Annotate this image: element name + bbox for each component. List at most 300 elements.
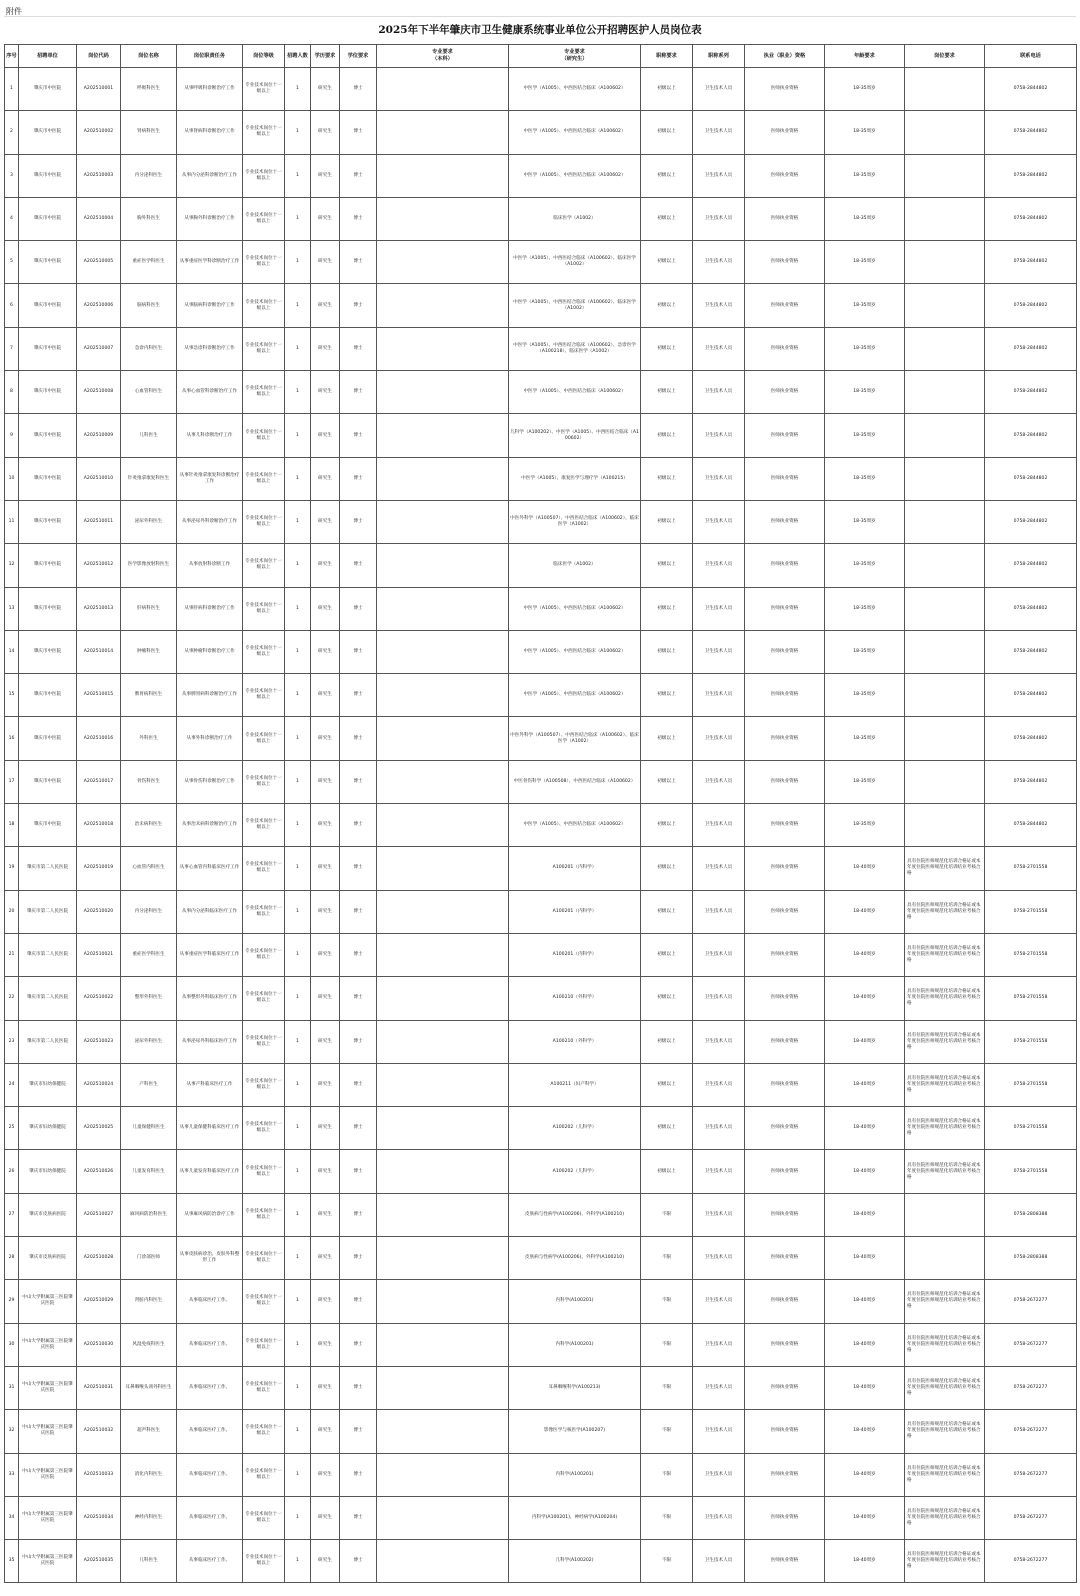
cell-title-series: 卫生技术人员 (693, 1063, 745, 1106)
cell-title-req: 初级以上 (641, 197, 693, 240)
cell-level: 专业技术岗位十一级以上 (243, 154, 285, 197)
cell-post-req (905, 500, 985, 543)
cell-phone: 0758-2844802 (985, 544, 1077, 587)
cell-education: 研究生 (311, 544, 340, 587)
cell-phone: 0758-2844802 (985, 197, 1077, 240)
cell-qualification: 医师执业资格 (745, 111, 825, 154)
cell-major-undergrad (377, 1496, 509, 1539)
cell-post-req: 具有住院医师规范化培训合格证或本年度住院医师规范化培训结业考核合格 (905, 1366, 985, 1409)
cell-title-series: 卫生技术人员 (693, 414, 745, 457)
column-header: 学位要求 (340, 45, 377, 68)
cell-phone: 0758-2844802 (985, 371, 1077, 414)
cell-post-name: 骨伤科医生 (121, 760, 177, 803)
cell-title-req: 不限 (641, 1193, 693, 1236)
table-row (5, 847, 1077, 890)
column-header: 招聘人数 (285, 45, 311, 68)
cell-qualification: 医师执业资格 (745, 674, 825, 717)
cell-post-name: 急诊内科医生 (121, 327, 177, 370)
cell-age: 18-35周岁 (825, 760, 905, 803)
cell-phone: 0758-2672277 (985, 1496, 1077, 1539)
cell-phone: 0758-2844802 (985, 154, 1077, 197)
cell-age: 18-35周岁 (825, 630, 905, 673)
cell-duty: 从事临床医疗工作。 (177, 1540, 243, 1583)
cell-major-undergrad (377, 1020, 509, 1063)
cell-major-postgrad: A100202（儿科学） (509, 1107, 641, 1150)
cell-count: 1 (285, 933, 311, 976)
cell-post-name: 心血管科医生 (121, 371, 177, 414)
cell-code: A202510021 (77, 933, 121, 976)
cell-no: 34 (5, 1496, 19, 1539)
cell-level: 专业技术岗位十一级以上 (243, 1453, 285, 1496)
cell-major-postgrad: 儿科学（A100202）、中医学（A1005）、中西医结合临床（A100602） (509, 414, 641, 457)
cell-major-postgrad: 中医学（A1005）、康复医学与理疗学（A100215） (509, 457, 641, 500)
column-header: 职称系列 (693, 45, 745, 68)
attachment-label: 附件 (6, 7, 22, 16)
cell-post-name: 重症医学科医生 (121, 933, 177, 976)
cell-count: 1 (285, 717, 311, 760)
cell-major-postgrad: A100210（外科学） (509, 1020, 641, 1063)
cell-major-undergrad (377, 1540, 509, 1583)
cell-age: 18-35周岁 (825, 371, 905, 414)
cell-code: A202510005 (77, 241, 121, 284)
cell-post-name: 泌尿外科医生 (121, 1020, 177, 1063)
cell-title-req: 不限 (641, 1453, 693, 1496)
cell-education: 研究生 (311, 371, 340, 414)
cell-unit: 肇庆市中医院 (19, 414, 77, 457)
cell-major-undergrad (377, 500, 509, 543)
cell-no: 2 (5, 111, 19, 154)
cell-degree: 博士 (340, 1193, 377, 1236)
cell-degree: 博士 (340, 197, 377, 240)
cell-code: A202510009 (77, 414, 121, 457)
cell-age: 18-35周岁 (825, 241, 905, 284)
cell-no: 9 (5, 414, 19, 457)
cell-code: A202510020 (77, 890, 121, 933)
column-header: 联系电话 (985, 45, 1077, 68)
table-row (5, 760, 1077, 803)
cell-no: 31 (5, 1366, 19, 1409)
cell-title-req: 初级以上 (641, 327, 693, 370)
cell-level: 专业技术岗位十一级以上 (243, 457, 285, 500)
cell-phone: 0758-2844802 (985, 630, 1077, 673)
cell-no: 10 (5, 457, 19, 500)
cell-phone: 0758-2672277 (985, 1540, 1077, 1583)
cell-major-postgrad: 中医学（A1005）、中西医结合临床（A100602） (509, 154, 641, 197)
cell-age: 18-40周岁 (825, 1280, 905, 1323)
cell-code: A202510024 (77, 1063, 121, 1106)
cell-major-undergrad (377, 1366, 509, 1409)
cell-title-series: 卫生技术人员 (693, 587, 745, 630)
cell-age: 18-35周岁 (825, 111, 905, 154)
cell-age: 18-40周岁 (825, 1366, 905, 1409)
cell-education: 研究生 (311, 1280, 340, 1323)
cell-qualification: 医师执业资格 (745, 760, 825, 803)
cell-major-undergrad (377, 1410, 509, 1453)
cell-post-name: 泌尿外科医生 (121, 500, 177, 543)
cell-no: 7 (5, 327, 19, 370)
cell-unit: 肇庆市妇幼保健院 (19, 1107, 77, 1150)
cell-title-series: 卫生技术人员 (693, 1150, 745, 1193)
cell-code: A202510016 (77, 717, 121, 760)
table-row (5, 1063, 1077, 1106)
cell-qualification: 医师执业资格 (745, 1107, 825, 1150)
cell-title-series: 卫生技术人员 (693, 890, 745, 933)
cell-unit: 肇庆市中医院 (19, 630, 77, 673)
cell-major-postgrad: A100201（内科学） (509, 890, 641, 933)
cell-duty: 从事脾胃病科诊断治疗工作 (177, 674, 243, 717)
cell-age: 18-40周岁 (825, 1150, 905, 1193)
cell-title-series: 卫生技术人员 (693, 327, 745, 370)
cell-post-name: 门诊部医师 (121, 1237, 177, 1280)
cell-code: A202510029 (77, 1280, 121, 1323)
cell-level: 专业技术岗位十一级以上 (243, 197, 285, 240)
cell-age: 18-35周岁 (825, 544, 905, 587)
table-row (5, 1193, 1077, 1236)
cell-duty: 从事肿瘤科诊断治疗工作 (177, 630, 243, 673)
cell-level: 专业技术岗位十一级以上 (243, 500, 285, 543)
cell-unit: 肇庆市中医院 (19, 457, 77, 500)
cell-code: A202510026 (77, 1150, 121, 1193)
cell-code: A202510012 (77, 544, 121, 587)
cell-title-series: 卫生技术人员 (693, 804, 745, 847)
cell-post-name: 内分泌科医生 (121, 890, 177, 933)
cell-duty: 从事临床医疗工作。 (177, 1323, 243, 1366)
cell-post-req (905, 68, 985, 111)
table-row (5, 674, 1077, 717)
cell-level: 专业技术岗位十一级以上 (243, 1323, 285, 1366)
cell-qualification: 医师执业资格 (745, 933, 825, 976)
cell-unit: 中山大学附属第三医院肇庆医院 (19, 1496, 77, 1539)
cell-level: 专业技术岗位十一级以上 (243, 977, 285, 1020)
cell-title-req: 不限 (641, 1237, 693, 1280)
cell-level: 专业技术岗位十一级以上 (243, 890, 285, 933)
cell-education: 研究生 (311, 457, 340, 500)
cell-qualification: 医师执业资格 (745, 327, 825, 370)
cell-major-postgrad: 耳鼻咽喉科学(A100213) (509, 1366, 641, 1409)
cell-major-postgrad: 中医学（A1005）、中西医结合临床（A100602）、临床医学（A1002） (509, 284, 641, 327)
cell-post-req (905, 457, 985, 500)
cell-qualification: 医师执业资格 (745, 371, 825, 414)
cell-title-series: 卫生技术人员 (693, 1323, 745, 1366)
cell-phone: 0758-2672277 (985, 1323, 1077, 1366)
column-header: 岗位名称 (121, 45, 177, 68)
cell-title-req: 初级以上 (641, 1020, 693, 1063)
table-row (5, 1237, 1077, 1280)
cell-major-undergrad (377, 847, 509, 890)
cell-count: 1 (285, 1020, 311, 1063)
cell-major-undergrad (377, 68, 509, 111)
cell-unit: 肇庆市皮肤病医院 (19, 1237, 77, 1280)
cell-major-undergrad (377, 284, 509, 327)
cell-title-series: 卫生技术人员 (693, 544, 745, 587)
cell-post-name: 心血管内科医生 (121, 847, 177, 890)
cell-duty: 从事内分泌科诊断治疗工作 (177, 154, 243, 197)
cell-title-series: 卫生技术人员 (693, 1453, 745, 1496)
cell-duty: 从事产科临床医疗工作 (177, 1063, 243, 1106)
cell-phone: 0758-2808388 (985, 1193, 1077, 1236)
cell-phone: 0758-2701558 (985, 1107, 1077, 1150)
cell-unit: 肇庆市中医院 (19, 154, 77, 197)
cell-education: 研究生 (311, 1150, 340, 1193)
cell-title-series: 卫生技术人员 (693, 1366, 745, 1409)
cell-level: 专业技术岗位十一级以上 (243, 414, 285, 457)
cell-unit: 肇庆市中医院 (19, 197, 77, 240)
cell-phone: 0758-2701558 (985, 1063, 1077, 1106)
cell-qualification: 医师执业资格 (745, 717, 825, 760)
cell-post-req: 具有住院医师规范化培训合格证或本年度住院医师规范化培训结业考核合格 (905, 1063, 985, 1106)
cell-level: 专业技术岗位十一级以上 (243, 1410, 285, 1453)
cell-code: A202510017 (77, 760, 121, 803)
table-row (5, 197, 1077, 240)
cell-no: 29 (5, 1280, 19, 1323)
cell-phone: 0758-2701558 (985, 847, 1077, 890)
cell-age: 18-35周岁 (825, 804, 905, 847)
cell-education: 研究生 (311, 197, 340, 240)
cell-phone: 0758-2701558 (985, 933, 1077, 976)
cell-age: 18-40周岁 (825, 1193, 905, 1236)
cell-duty: 从事骨伤科诊断治疗工作 (177, 760, 243, 803)
cell-age: 18-40周岁 (825, 1453, 905, 1496)
cell-phone: 0758-2844802 (985, 760, 1077, 803)
cell-post-name: 医学影像放射科医生 (121, 544, 177, 587)
cell-title-series: 卫生技术人员 (693, 1107, 745, 1150)
cell-post-name: 风湿免疫科医生 (121, 1323, 177, 1366)
cell-duty: 从事儿科诊断治疗工作 (177, 414, 243, 457)
cell-level: 专业技术岗位十一级以上 (243, 933, 285, 976)
cell-major-undergrad (377, 890, 509, 933)
cell-count: 1 (285, 414, 311, 457)
cell-qualification: 医师执业资格 (745, 587, 825, 630)
cell-level: 专业技术岗位十一级以上 (243, 717, 285, 760)
cell-major-postgrad: 影像医学与核医学(A100207) (509, 1410, 641, 1453)
cell-title-req: 初级以上 (641, 371, 693, 414)
cell-major-postgrad: 中医外科学（A100507）、中西医结合临床（A100602）、临床医学（A1002） (509, 717, 641, 760)
cell-post-req (905, 414, 985, 457)
table-row (5, 977, 1077, 1020)
table-row (5, 1410, 1077, 1453)
cell-major-undergrad (377, 804, 509, 847)
cell-major-undergrad (377, 1150, 509, 1193)
cell-major-postgrad: A100202（儿科学） (509, 1150, 641, 1193)
cell-post-name: 肾脏内科医生 (121, 1280, 177, 1323)
cell-code: A202510007 (77, 327, 121, 370)
cell-degree: 博士 (340, 1366, 377, 1409)
cell-duty: 从事肾病科诊断治疗工作 (177, 111, 243, 154)
cell-title-series: 卫生技术人员 (693, 933, 745, 976)
cell-post-name: 耳鼻咽喉头颈外科医生 (121, 1366, 177, 1409)
cell-qualification: 医师执业资格 (745, 1453, 825, 1496)
cell-major-undergrad (377, 111, 509, 154)
cell-post-req: 具有住院医师规范化培训合格证或本年度住院医师规范化培训结业考核合格 (905, 1020, 985, 1063)
column-header: 招聘单位 (19, 45, 77, 68)
cell-age: 18-35周岁 (825, 327, 905, 370)
cell-unit: 肇庆市中医院 (19, 760, 77, 803)
cell-no: 23 (5, 1020, 19, 1063)
cell-title-req: 初级以上 (641, 284, 693, 327)
cell-code: A202510030 (77, 1323, 121, 1366)
cell-title-series: 卫生技术人员 (693, 1540, 745, 1583)
top-rule (4, 16, 1076, 17)
cell-major-undergrad (377, 1323, 509, 1366)
cell-no: 20 (5, 890, 19, 933)
cell-qualification: 医师执业资格 (745, 68, 825, 111)
cell-title-series: 卫生技术人员 (693, 500, 745, 543)
cell-post-req: 具有住院医师规范化培训合格证或本年度住院医师规范化培训结业考核合格 (905, 1453, 985, 1496)
cell-education: 研究生 (311, 674, 340, 717)
cell-code: A202510033 (77, 1453, 121, 1496)
cell-degree: 博士 (340, 1063, 377, 1106)
cell-age: 18-40周岁 (825, 933, 905, 976)
cell-code: A202510019 (77, 847, 121, 890)
cell-post-req (905, 327, 985, 370)
cell-phone: 0758-2844802 (985, 68, 1077, 111)
cell-qualification: 医师执业资格 (745, 1540, 825, 1583)
cell-title-req: 不限 (641, 1410, 693, 1453)
cell-major-undergrad (377, 1280, 509, 1323)
cell-education: 研究生 (311, 327, 340, 370)
cell-no: 3 (5, 154, 19, 197)
cell-level: 专业技术岗位十一级以上 (243, 804, 285, 847)
cell-duty: 从事胸外科诊断治疗工作 (177, 197, 243, 240)
cell-unit: 肇庆市中医院 (19, 717, 77, 760)
cell-post-name: 儿童保健科医生 (121, 1107, 177, 1150)
cell-no: 13 (5, 587, 19, 630)
cell-title-series: 卫生技术人员 (693, 630, 745, 673)
cell-major-undergrad (377, 241, 509, 284)
cell-count: 1 (285, 544, 311, 587)
cell-qualification: 医师执业资格 (745, 1150, 825, 1193)
cell-phone: 0758-2844802 (985, 500, 1077, 543)
cell-title-req: 初级以上 (641, 154, 693, 197)
cell-title-series: 卫生技术人员 (693, 371, 745, 414)
cell-degree: 博士 (340, 154, 377, 197)
cell-title-req: 初级以上 (641, 1063, 693, 1106)
cell-education: 研究生 (311, 1453, 340, 1496)
cell-major-postgrad: 中医学（A1005）、中西医结合临床（A100602） (509, 804, 641, 847)
cell-phone: 0758-2844802 (985, 241, 1077, 284)
cell-no: 8 (5, 371, 19, 414)
cell-major-postgrad: 中医骨伤科学（A100508）、中西医结合临床（A100602） (509, 760, 641, 803)
cell-title-series: 卫生技术人员 (693, 1410, 745, 1453)
column-header: 岗位要求 (905, 45, 985, 68)
cell-unit: 肇庆市中医院 (19, 241, 77, 284)
cell-degree: 博士 (340, 371, 377, 414)
cell-level: 专业技术岗位十一级以上 (243, 630, 285, 673)
table-row (5, 1366, 1077, 1409)
cell-qualification: 医师执业资格 (745, 500, 825, 543)
cell-level: 专业技术岗位十一级以上 (243, 327, 285, 370)
cell-post-req: 具有住院医师规范化培训合格证或本年度住院医师规范化培训结业考核合格 (905, 977, 985, 1020)
cell-post-name: 治未病科医生 (121, 804, 177, 847)
cell-education: 研究生 (311, 933, 340, 976)
cell-unit: 肇庆市第二人民医院 (19, 890, 77, 933)
cell-post-name: 脑病科医生 (121, 284, 177, 327)
cell-major-undergrad (377, 674, 509, 717)
cell-phone: 0758-2672277 (985, 1410, 1077, 1453)
cell-age: 18-35周岁 (825, 717, 905, 760)
column-header: 专业要求 （研究生） (509, 45, 641, 68)
cell-phone: 0758-2844802 (985, 457, 1077, 500)
cell-major-postgrad: 中医学（A1005）、中西医结合临床（A100602） (509, 674, 641, 717)
cell-unit: 肇庆市中医院 (19, 327, 77, 370)
cell-no: 30 (5, 1323, 19, 1366)
cell-post-name: 肾病科医生 (121, 111, 177, 154)
cell-title-req: 初级以上 (641, 630, 693, 673)
cell-phone: 0758-2844802 (985, 717, 1077, 760)
cell-title-req: 初级以上 (641, 500, 693, 543)
cell-duty: 从事呼吸科诊断治疗工作 (177, 68, 243, 111)
cell-qualification: 医师执业资格 (745, 1410, 825, 1453)
cell-age: 18-35周岁 (825, 414, 905, 457)
cell-duty: 从事儿童发育科临床医疗工作 (177, 1150, 243, 1193)
cell-qualification: 医师执业资格 (745, 197, 825, 240)
cell-code: A202510031 (77, 1366, 121, 1409)
cell-phone: 0758-2844802 (985, 414, 1077, 457)
cell-unit: 中山大学附属第三医院肇庆医院 (19, 1323, 77, 1366)
cell-degree: 博士 (340, 457, 377, 500)
cell-no: 19 (5, 847, 19, 890)
cell-post-req: 具有住院医师规范化培训合格证或本年度住院医师规范化培训结业考核合格 (905, 847, 985, 890)
cell-duty: 从事内分泌科临床医疗工作 (177, 890, 243, 933)
table-row (5, 68, 1077, 111)
cell-no: 18 (5, 804, 19, 847)
cell-major-undergrad (377, 1107, 509, 1150)
cell-level: 专业技术岗位十一级以上 (243, 1237, 285, 1280)
cell-post-req (905, 1193, 985, 1236)
cell-post-req: 具有住院医师规范化培训合格证或本年度住院医师规范化培训结业考核合格 (905, 933, 985, 976)
cell-duty: 从事泌尿外科诊断治疗工作 (177, 500, 243, 543)
cell-level: 专业技术岗位十一级以上 (243, 674, 285, 717)
cell-level: 专业技术岗位十一级以上 (243, 1150, 285, 1193)
cell-count: 1 (285, 284, 311, 327)
cell-count: 1 (285, 241, 311, 284)
cell-major-undergrad (377, 717, 509, 760)
cell-education: 研究生 (311, 241, 340, 284)
cell-title-req: 初级以上 (641, 890, 693, 933)
cell-major-undergrad (377, 1063, 509, 1106)
cell-code: A202510034 (77, 1496, 121, 1539)
column-header: 岗位职责任务 (177, 45, 243, 68)
cell-unit: 肇庆市中医院 (19, 371, 77, 414)
cell-code: A202510018 (77, 804, 121, 847)
cell-title-series: 卫生技术人员 (693, 1496, 745, 1539)
cell-level: 专业技术岗位十一级以上 (243, 68, 285, 111)
cell-count: 1 (285, 500, 311, 543)
table-row (5, 1540, 1077, 1583)
cell-duty: 从事急诊科诊断治疗工作 (177, 327, 243, 370)
cell-post-name: 重症医学科医生 (121, 241, 177, 284)
cell-post-name: 整形外科医生 (121, 977, 177, 1020)
cell-major-postgrad: 皮肤病与性病学(A100206)、外科学(A100210) (509, 1193, 641, 1236)
cell-duty: 从事临床医疗工作。 (177, 1410, 243, 1453)
cell-count: 1 (285, 371, 311, 414)
cell-count: 1 (285, 1323, 311, 1366)
cell-code: A202510001 (77, 68, 121, 111)
cell-level: 专业技术岗位十一级以上 (243, 1193, 285, 1236)
cell-code: A202510035 (77, 1540, 121, 1583)
cell-unit: 肇庆市第二人民医院 (19, 847, 77, 890)
cell-major-postgrad: 中医学（A1005）、中西医结合临床（A100602） (509, 587, 641, 630)
cell-duty: 从事临床医疗工作。 (177, 1280, 243, 1323)
column-header: 岗位代码 (77, 45, 121, 68)
cell-level: 专业技术岗位十一级以上 (243, 1107, 285, 1150)
cell-title-series: 卫生技术人员 (693, 760, 745, 803)
cell-title-series: 卫生技术人员 (693, 717, 745, 760)
cell-post-req (905, 284, 985, 327)
cell-unit: 肇庆市第二人民医院 (19, 977, 77, 1020)
cell-post-req: 具有住院医师规范化培训合格证或本年度住院医师规范化培训结业考核合格 (905, 1410, 985, 1453)
cell-duty: 从事临床医疗工作。 (177, 1453, 243, 1496)
